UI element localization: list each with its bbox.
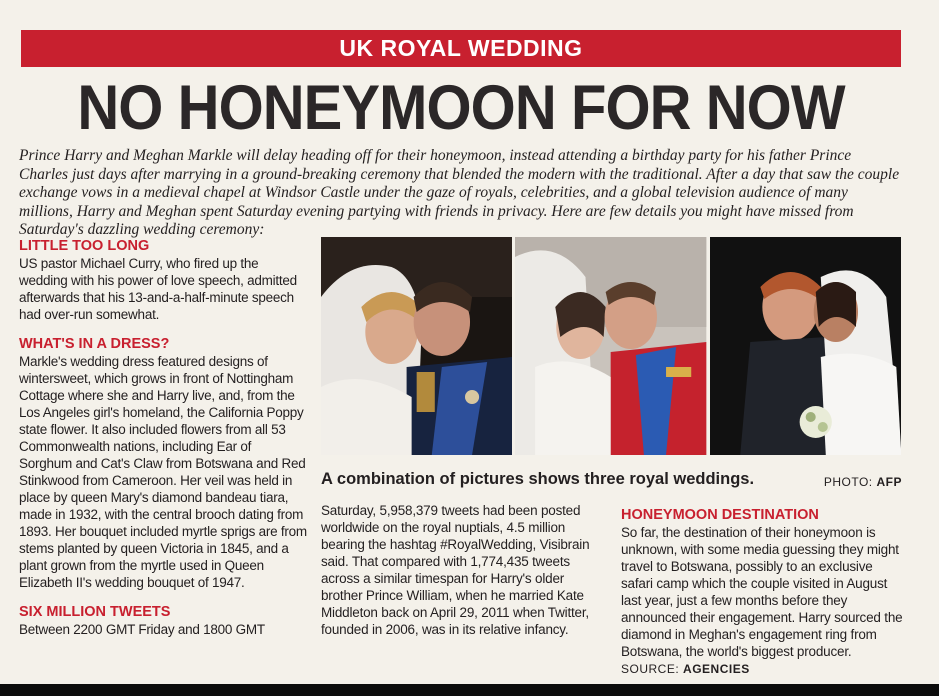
body-six-million-tweets-continued: Saturday, 5,958,379 tweets had been posted worldwide on the royal nuptials, 4.5 million bearing the hashtag #RoyalWedding, Visibrain said. That compared with 1,774,435 tweets across a similar timespan for Harry's older brother Prince William, when he married Kate Middleton back on April 29, 2011 when Twitter, founded in 2006, was in its relative infancy.	[321, 503, 590, 637]
photo-credit	[820, 474, 902, 490]
heading-six-million-tweets: SIX MILLION TWEETS	[19, 604, 171, 620]
heading-whats-in-a-dress: WHAT'S IN A DRESS?	[19, 336, 170, 352]
photo-william-kate-image	[515, 237, 706, 455]
headline: NO HONEYMOON FOR NOW	[77, 73, 845, 143]
bottom-bar	[0, 684, 939, 696]
body-honeymoon-text: So far, the destination of their honeymoon is unknown, with some media guessing they might travel to Botswana, possibly to an exclusive safari camp which the couple visited in August last year, just a few months before they announced their engagement. Harry sourced the diamond in Meghan's engagement ring from Botswana, the world's biggest producer.	[621, 525, 903, 659]
middle-column	[321, 502, 603, 646]
photo-combination	[321, 237, 901, 455]
source-name: AGENCIES	[683, 662, 750, 676]
source-credit	[621, 662, 750, 676]
photo-credit-label: PHOTO:	[823, 475, 873, 489]
body-six-million-tweets-start: Between 2200 GMT Friday and 1800 GMT	[19, 622, 265, 637]
body-whats-in-a-dress: Markle's wedding dress featured designs of wintersweet, which grows in front of Nottingham Cottage where she and Harry live, and, from the Los Angeles girl's homeland, the California Poppy state flower. It also included flowers from all 53 Commonwealth nations, including Ear of Sorghum and Cat's Claw from Botswana and Red Stinkwood from Cameroon. Her veil was held in place by queen Mary's diamond bandeau tiara, made in 1932, with the central brooch dating from 1893. Her bouquet included myrtle sprigs are from stems planted by queen Victoria in 1845, and a plant grown from the myrtle used in Queen Elizabeth II's wedding bouquet of 1947.	[19, 354, 307, 590]
body-honeymoon-destination	[621, 524, 903, 678]
section-banner: UK ROYAL WEDDING	[21, 30, 901, 67]
heading-little-too-long: LITTLE TOO LONG	[19, 238, 150, 254]
photo-caption: A combination of pictures shows three royal weddings.	[321, 470, 755, 488]
body-little-too-long: US pastor Michael Curry, who fired up the wedding with his power of love speech, admitted afterwards that his 13-and-a-half-minute speech had over-run somewhat.	[19, 256, 297, 322]
left-column	[19, 237, 307, 646]
photo-william-kate	[515, 237, 706, 455]
source-label: SOURCE:	[621, 662, 680, 676]
photo-harry-meghan-image	[710, 237, 901, 455]
heading-honeymoon-destination: HONEYMOON DESTINATION	[621, 507, 819, 523]
photo-charles-diana-image	[321, 237, 512, 455]
photo-harry-meghan	[710, 237, 901, 455]
photo-charles-diana	[321, 237, 512, 455]
intro-paragraph: Prince Harry and Meghan Markle will delay heading off for their honeymoon, instead attending a birthday party for his father Prince Charles just days after marrying in a ground-breaking ceremony that blended the modern with the traditional. After a day that saw the couple exchange vows in a medieval chapel at Windsor Castle under the gaze of royals, celebrities, and a global television audience of many millions, Harry and Meghan spent Saturday evening partying with friends in privacy. Here are few details you might have missed from Saturday's dazzling wedding ceremony:	[19, 147, 900, 238]
right-column	[621, 506, 903, 686]
photo-credit-name: AFP	[876, 475, 902, 489]
